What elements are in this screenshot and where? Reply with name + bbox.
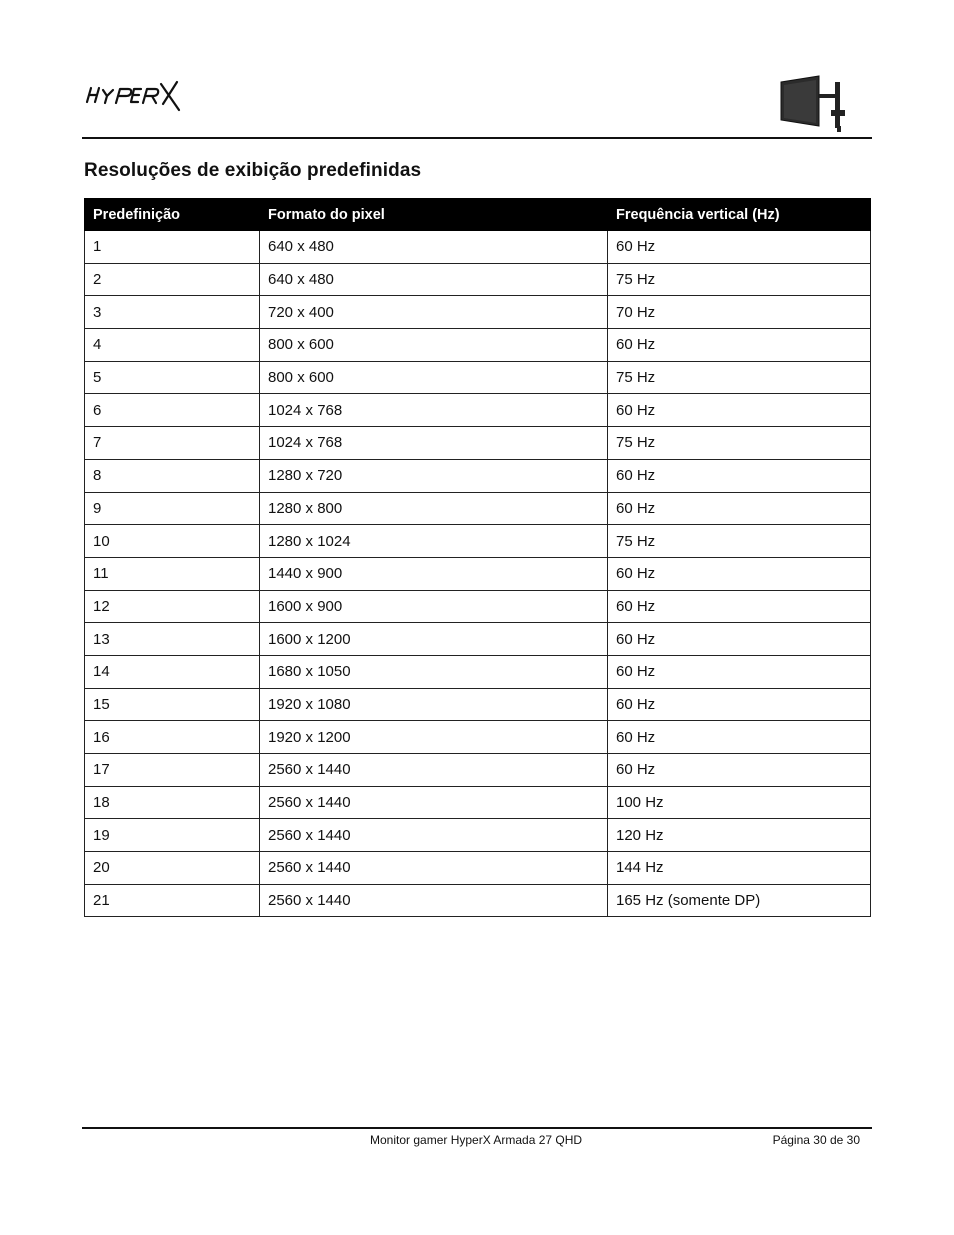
frequency-cell: 60 Hz [608,688,871,721]
table-row [85,655,871,688]
preset-cell: 14 [85,655,260,688]
table-row [85,361,871,394]
table-row [85,688,871,721]
frequency-cell: 60 Hz [608,231,871,264]
table-row [85,525,871,558]
frequency-cell: 60 Hz [608,459,871,492]
preset-cell: 18 [85,786,260,819]
preset-cell: 2 [85,263,260,296]
table-row [85,623,871,656]
table-row [85,427,871,460]
column-header-vertical-frequency: Frequência vertical (Hz) [608,199,871,231]
table-row [85,329,871,362]
table-row [85,492,871,525]
preset-cell: 9 [85,492,260,525]
table-row [85,754,871,787]
frequency-cell: 70 Hz [608,296,871,329]
pixel-format-cell: 1600 x 900 [260,590,608,623]
preset-cell: 19 [85,819,260,852]
frequency-cell: 75 Hz [608,525,871,558]
footer-document-title: Monitor gamer HyperX Armada 27 QHD [370,1133,583,1147]
preset-cell: 3 [85,296,260,329]
preset-cell: 1 [85,231,260,264]
frequency-cell: 60 Hz [608,557,871,590]
preset-cell: 7 [85,427,260,460]
table-row [85,786,871,819]
table-row [85,590,871,623]
preset-cell: 17 [85,754,260,787]
pixel-format-cell: 720 x 400 [260,296,608,329]
frequency-cell: 60 Hz [608,394,871,427]
footer-page-number: Página 30 de 30 [772,1133,860,1147]
frequency-cell: 60 Hz [608,623,871,656]
pixel-format-cell: 640 x 480 [260,263,608,296]
preset-cell: 12 [85,590,260,623]
table-row [85,394,871,427]
frequency-cell: 75 Hz [608,263,871,296]
table-row [85,721,871,754]
table-row [85,296,871,329]
preset-cell: 15 [85,688,260,721]
frequency-cell: 60 Hz [608,492,871,525]
preset-cell: 5 [85,361,260,394]
pixel-format-cell: 1280 x 800 [260,492,608,525]
preset-resolutions-table [84,198,871,917]
column-header-preset: Predefinição [85,199,260,231]
frequency-cell: 75 Hz [608,361,871,394]
header-divider [82,137,872,139]
preset-cell: 10 [85,525,260,558]
pixel-format-cell: 1920 x 1080 [260,688,608,721]
frequency-cell: 60 Hz [608,590,871,623]
pixel-format-cell: 1280 x 1024 [260,525,608,558]
section-title: Resoluções de exibição predefinidas [84,160,422,181]
preset-cell: 21 [85,884,260,917]
column-header-pixel-format: Formato do pixel [260,199,608,231]
pixel-format-cell: 1920 x 1200 [260,721,608,754]
pixel-format-cell: 2560 x 1440 [260,786,608,819]
pixel-format-cell: 1024 x 768 [260,427,608,460]
preset-cell: 4 [85,329,260,362]
preset-cell: 8 [85,459,260,492]
table-row [85,852,871,885]
frequency-cell: 60 Hz [608,754,871,787]
frequency-cell: 120 Hz [608,819,871,852]
table-row [85,557,871,590]
page-header [83,60,872,138]
table-row [85,263,871,296]
preset-cell: 11 [85,557,260,590]
frequency-cell: 100 Hz [608,786,871,819]
table-row [85,819,871,852]
pixel-format-cell: 1600 x 1200 [260,623,608,656]
pixel-format-cell: 1280 x 720 [260,459,608,492]
frequency-cell: 60 Hz [608,655,871,688]
pixel-format-cell: 800 x 600 [260,329,608,362]
pixel-format-cell: 1440 x 900 [260,557,608,590]
footer-divider [82,1127,872,1129]
hyperx-logo-icon [83,78,183,112]
pixel-format-cell: 800 x 600 [260,361,608,394]
pixel-format-cell: 2560 x 1440 [260,852,608,885]
frequency-cell: 60 Hz [608,329,871,362]
preset-cell: 20 [85,852,260,885]
frequency-cell: 165 Hz (somente DP) [608,884,871,917]
pixel-format-cell: 2560 x 1440 [260,819,608,852]
pixel-format-cell: 2560 x 1440 [260,884,608,917]
monitor-arm-icon [779,70,851,134]
pixel-format-cell: 640 x 480 [260,231,608,264]
preset-cell: 16 [85,721,260,754]
pixel-format-cell: 1680 x 1050 [260,655,608,688]
frequency-cell: 144 Hz [608,852,871,885]
table-row [85,231,871,264]
frequency-cell: 60 Hz [608,721,871,754]
table-header-row [85,199,871,231]
table-row [85,884,871,917]
preset-cell: 6 [85,394,260,427]
table-row [85,459,871,492]
pixel-format-cell: 2560 x 1440 [260,754,608,787]
frequency-cell: 75 Hz [608,427,871,460]
preset-cell: 13 [85,623,260,656]
pixel-format-cell: 1024 x 768 [260,394,608,427]
